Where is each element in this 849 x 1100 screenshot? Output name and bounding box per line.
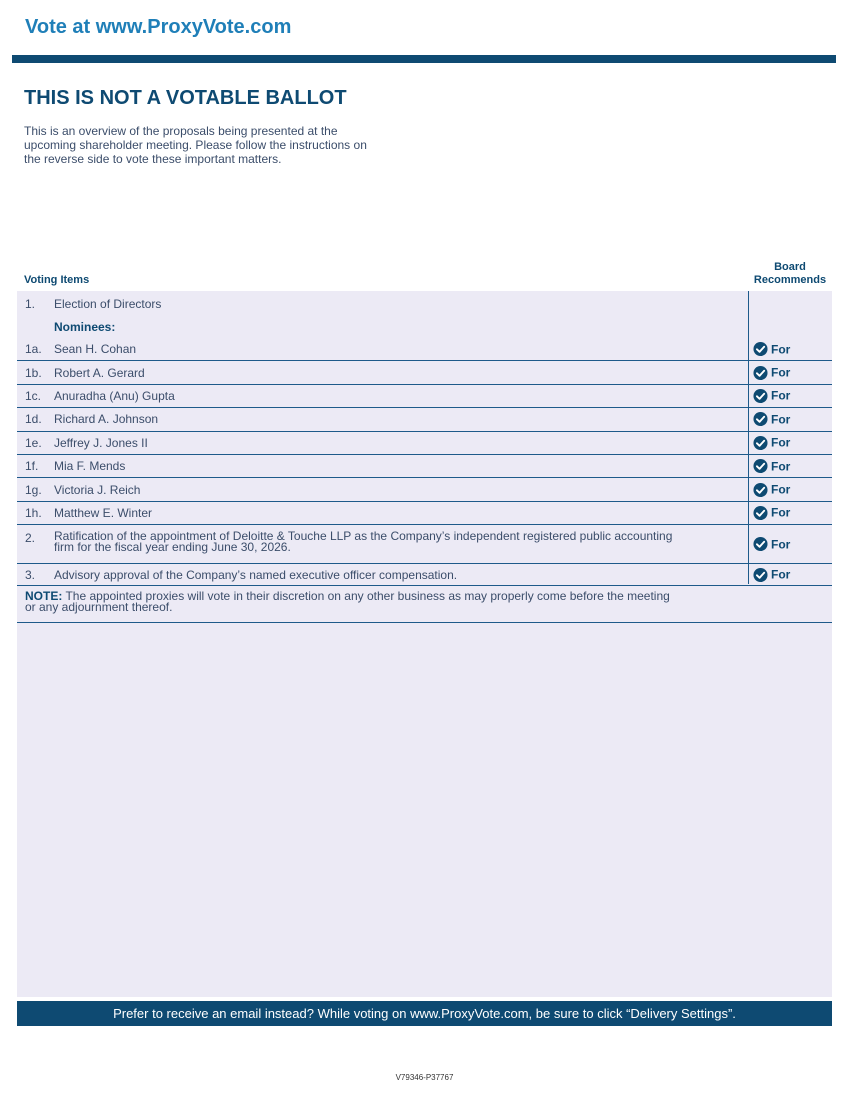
recommendation — [753, 365, 790, 380]
recommendation-label: For — [771, 388, 791, 403]
nominees-label: Nominees: — [54, 319, 116, 334]
item-text-line: Ratification of the appointment of Deloitte & Touche LLP as the Company’s independent registered public accounting — [54, 529, 673, 543]
item-number: 1. — [25, 296, 36, 311]
nominee-row — [17, 478, 832, 501]
nominee-name: Victoria J. Reich — [54, 482, 141, 497]
recommendation-label: For — [771, 342, 791, 357]
nominee-row — [17, 408, 832, 431]
recommendation — [753, 412, 790, 427]
voting-items-header: Voting Items — [24, 274, 90, 286]
nominee-name: Sean H. Cohan — [54, 342, 137, 357]
nominee-name: Jeffrey J. Jones II — [54, 435, 148, 450]
nominee-number: 1e. — [25, 435, 42, 450]
note-label: NOTE: — [25, 589, 63, 603]
nominee-number: 1a. — [25, 342, 42, 357]
nominee-row — [17, 502, 832, 525]
nominee-name: Matthew E. Winter — [54, 505, 153, 520]
nominee-name: Robert A. Gerard — [54, 365, 145, 380]
recommendation-label: For — [771, 459, 791, 474]
recommendation-label: For — [771, 567, 791, 582]
note-text — [25, 591, 765, 613]
nominee-row — [17, 338, 832, 361]
recommendation — [753, 435, 790, 450]
recommendation — [753, 482, 790, 497]
footer-text: Prefer to receive an email instead? While voting on www.ProxyVote.com, be sure to click “Delivery Settings”. — [113, 1006, 736, 1021]
item-1-row — [17, 292, 832, 315]
intro-line: the reverse side to vote these important matters. — [24, 152, 282, 166]
intro-text — [24, 124, 424, 166]
check-circle-icon — [753, 459, 768, 474]
check-circle-icon — [753, 567, 768, 582]
item-text — [54, 531, 744, 553]
item-number: 3. — [25, 567, 36, 582]
nominee-name: Mia F. Mends — [54, 459, 126, 474]
nominee-number: 1h. — [25, 505, 42, 520]
recommendation-label: For — [771, 537, 791, 551]
recommendation — [753, 459, 790, 474]
item-text-line: firm for the fiscal year ending June 30, 2026. — [54, 540, 291, 554]
header-rule — [12, 55, 836, 63]
nominee-number: 1g. — [25, 482, 42, 497]
item-2-row — [17, 525, 832, 564]
note-line: The appointed proxies will vote in their discretion on any other business as may properly come before the meeting — [65, 589, 670, 603]
recommendation — [753, 567, 790, 582]
check-circle-icon — [753, 388, 768, 403]
board-header-line: Board — [774, 261, 806, 273]
check-circle-icon — [753, 412, 768, 427]
nominee-name: Anuradha (Anu) Gupta — [54, 388, 175, 403]
nominee-row — [17, 361, 832, 384]
intro-line: This is an overview of the proposals being presented at the — [24, 124, 338, 138]
page-title: THIS IS NOT A VOTABLE BALLOT — [24, 87, 347, 109]
column-divider — [748, 291, 749, 584]
check-circle-icon — [753, 365, 768, 380]
board-recommends-header — [748, 261, 832, 287]
board-header-line: Recommends — [753, 274, 827, 286]
item-text: Advisory approval of the Company’s named executive officer compensation. — [54, 567, 458, 582]
nominees-row — [17, 315, 832, 338]
nominee-number: 1f. — [25, 459, 39, 474]
recommendation — [753, 537, 790, 552]
nominee-row — [17, 385, 832, 408]
nominee-row — [17, 432, 832, 455]
recommendation-label: For — [771, 482, 791, 497]
recommendation-label: For — [771, 505, 791, 520]
intro-line: upcoming shareholder meeting. Please follow the instructions on — [24, 138, 367, 152]
check-circle-icon — [753, 342, 768, 357]
nominee-row — [17, 455, 832, 478]
recommendation-label: For — [771, 435, 791, 450]
check-circle-icon — [753, 537, 768, 552]
document-code: V79346-P37767 — [395, 1073, 454, 1082]
item-number: 2. — [25, 531, 36, 545]
nominee-number: 1b. — [25, 365, 42, 380]
item-3-row — [17, 564, 832, 586]
recommendation-label: For — [771, 412, 791, 427]
check-circle-icon — [753, 435, 768, 450]
item-text: Election of Directors — [54, 296, 162, 311]
note-rule — [17, 622, 832, 623]
recommendation — [753, 388, 790, 403]
proxyvote-link[interactable]: Vote at www.ProxyVote.com — [25, 16, 292, 38]
note-line: or any adjournment thereof. — [25, 600, 173, 614]
recommendation — [753, 342, 790, 357]
recommendation-label: For — [771, 365, 791, 380]
check-circle-icon — [753, 505, 768, 520]
footer-banner — [17, 1001, 832, 1026]
nominee-number: 1c. — [25, 388, 42, 403]
recommendation — [753, 505, 790, 520]
nominee-number: 1d. — [25, 412, 42, 427]
nominee-name: Richard A. Johnson — [54, 412, 159, 427]
check-circle-icon — [753, 482, 768, 497]
